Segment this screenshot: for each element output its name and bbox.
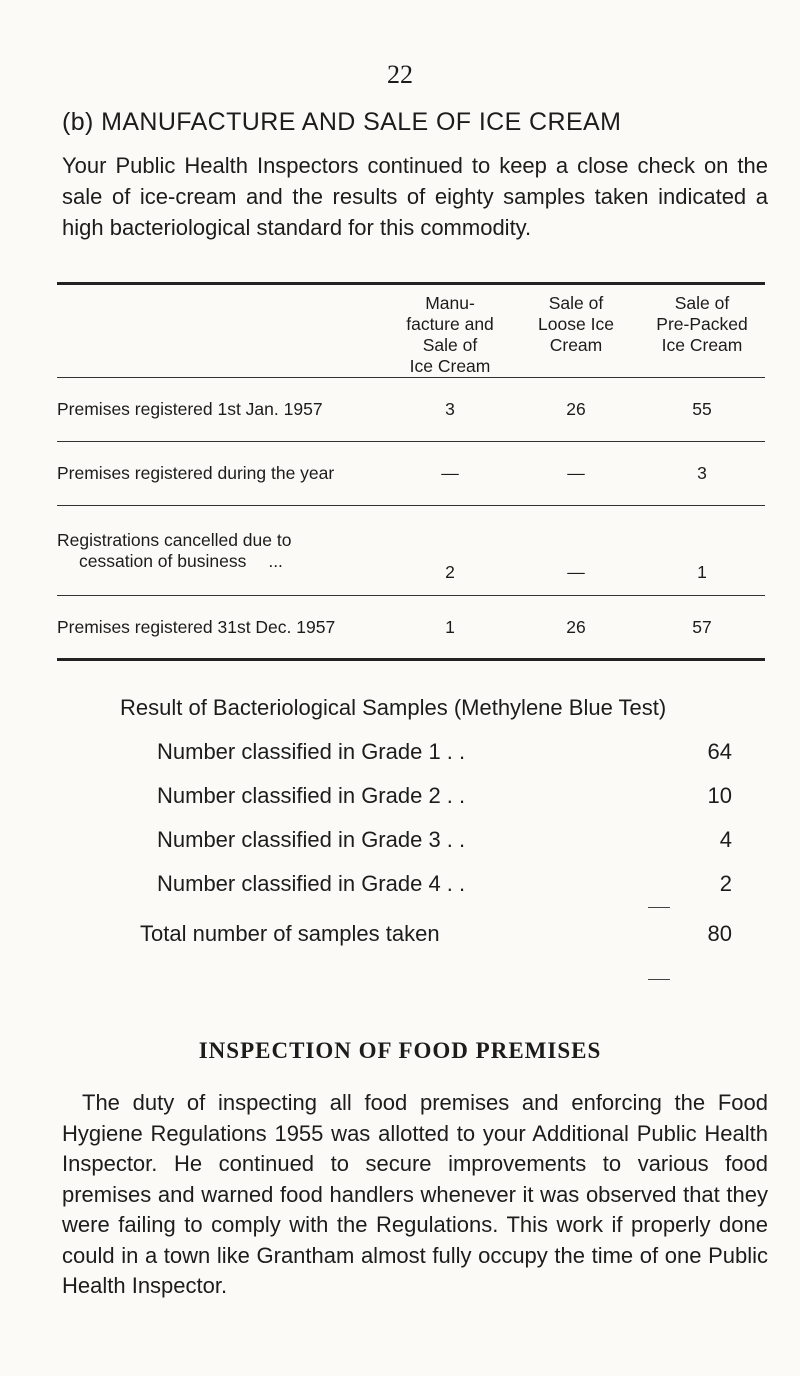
table-cell: 2 (445, 562, 455, 582)
dot-leader: ... (268, 550, 283, 571)
table-header-row (57, 284, 765, 378)
row-label-line (57, 551, 387, 572)
column-header-line: Ice Cream (409, 356, 491, 376)
table-cell: 3 (697, 463, 707, 483)
grade-row (157, 783, 732, 809)
column-header-line: Sale of (422, 335, 478, 355)
sum-rule (648, 979, 670, 980)
table-cell: 3 (445, 399, 455, 419)
grade-row (157, 827, 732, 853)
inspection-paragraph: The duty of inspecting all food premises and enforcing the Food Hygiene Regulations 1955 was allotted to your Additional Public Health Inspector. He continued to secure improvements to various food premises and warned food handlers whenever it was observed that they were failing to comply with the Regulations. This work if properly done could in a town like Grantham almost fully occupy the time of one Public Health Inspector. (62, 1090, 768, 1298)
header-empty-cell (57, 284, 387, 378)
table-cell: 57 (692, 616, 712, 637)
table-cell: — (567, 562, 585, 582)
table-cell: 1 (445, 616, 455, 637)
column-header-line: Manu- (425, 293, 475, 313)
table-cell: — (567, 463, 585, 483)
table-cell: 1 (697, 562, 707, 582)
table-cell: — (441, 463, 459, 483)
column-header-line: Loose Ice (538, 314, 614, 334)
column-header-line: Sale of (548, 293, 604, 313)
grade-value: 2 (719, 871, 732, 896)
column-header-loose (513, 284, 639, 378)
grade-label: Number classified in Grade 4 . . (157, 871, 466, 896)
column-header-line: Pre-Packed (656, 314, 748, 334)
grade-label: Number classified in Grade 2 . . (157, 783, 466, 808)
total-row (140, 921, 732, 947)
table-cell: 26 (566, 616, 586, 637)
column-header-line: Cream (549, 335, 603, 355)
grade-value: 4 (719, 827, 732, 852)
grade-label: Number classified in Grade 3 . . (157, 827, 466, 852)
bacteriological-title: Result of Bacteriological Samples (Methylene Blue Test) (120, 695, 667, 720)
row-label-line: Registrations cancelled due to (57, 529, 292, 550)
table-cell: 26 (566, 399, 586, 419)
row-label (57, 506, 387, 596)
row-label: Premises registered during the year (57, 463, 335, 483)
grade-value: 10 (707, 783, 732, 808)
table-row (57, 378, 765, 442)
column-header-line: Sale of (674, 293, 730, 313)
grade-row (157, 871, 732, 897)
column-header-line: Ice Cream (661, 335, 743, 355)
grade-value: 64 (707, 739, 732, 764)
page-number: 22 (387, 60, 413, 89)
grade-label: Number classified in Grade 1 . . (157, 739, 466, 764)
sum-rule (648, 907, 670, 908)
registration-table (57, 282, 765, 661)
section-heading: (b) MANUFACTURE AND SALE OF ICE CREAM (62, 108, 622, 136)
table-row (57, 506, 765, 596)
total-label: Total number of samples taken (140, 921, 440, 946)
total-value: 80 (707, 921, 732, 946)
inspection-heading: INSPECTION OF FOOD PREMISES (198, 1038, 602, 1063)
row-label: Premises registered 1st Jan. 1957 (57, 399, 323, 419)
column-header-prepacked (639, 284, 765, 378)
row-label: Premises registered 31st Dec. 1957 (57, 616, 336, 637)
intro-paragraph: Your Public Health Inspectors continued to keep a close check on the sale of ice-cream and the results of eighty samples taken indicated a high bacteriological standard for this commodity. (62, 153, 768, 240)
table-row (57, 596, 765, 660)
table-row (57, 442, 765, 506)
column-header-manufacture (387, 284, 513, 378)
row-label-text: cessation of business (79, 550, 247, 571)
column-header-line: facture and (406, 314, 494, 334)
table-cell: 55 (692, 399, 712, 419)
grade-row (157, 739, 732, 765)
